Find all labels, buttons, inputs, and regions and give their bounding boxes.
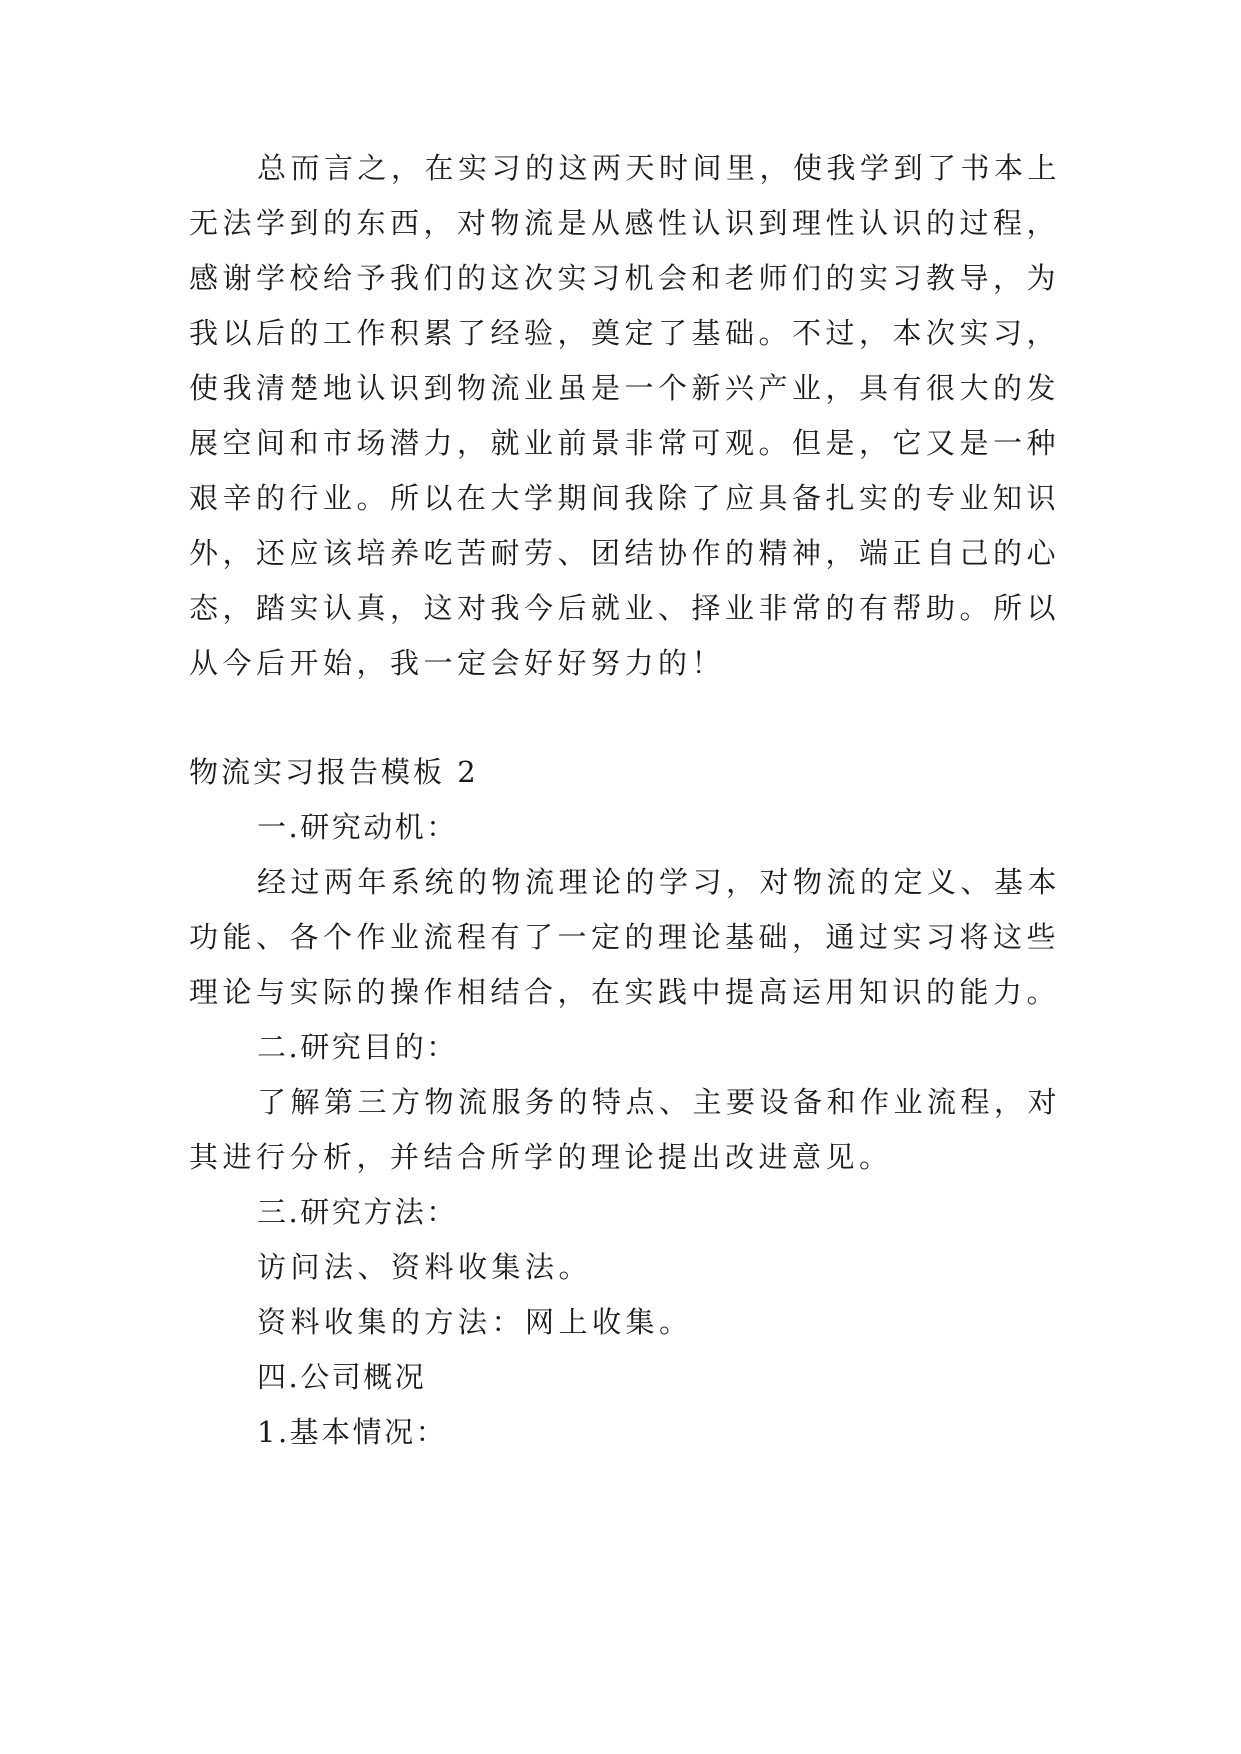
paragraph-line: 功能、各个作业流程有了一定的理论基础，通过实习将这些 <box>189 920 1061 954</box>
paragraph-line: 总而言之，在实习的这两天时间里，使我学到了书本上 <box>257 151 1062 185</box>
paragraph-line: 从今后开始，我一定会好好努力的！ <box>189 646 726 680</box>
paragraph-line: 我以后的工作积累了经验，奠定了基础。不过，本次实习， <box>189 316 1061 350</box>
paragraph-line: 无法学到的东西，对物流是从感性认识到理性认识的过程， <box>189 206 1061 240</box>
paragraph-line: 态，踏实认真，这对我今后就业、择业非常的有帮助。所以 <box>189 591 1061 625</box>
paragraph-line: 艰辛的行业。所以在大学期间我除了应具备扎实的专业知识 <box>189 481 1061 515</box>
paragraph-line: 了解第三方物流服务的特点、主要设备和作业流程，对 <box>257 1085 1062 1119</box>
paragraph-line: 展空间和市场潜力，就业前景非常可观。但是，它又是一种 <box>189 426 1061 460</box>
paragraph-line: 感谢学校给予我们的这次实习机会和老师们的实习教导，为 <box>189 261 1061 295</box>
paragraph-line: 外，还应该培养吃苦耐劳、团结协作的精神，端正自己的心 <box>189 536 1061 570</box>
document-title: 物流实习报告模板 2 <box>189 755 479 789</box>
paragraph-line: 经过两年系统的物流理论的学习，对物流的定义、基本 <box>257 865 1062 899</box>
paragraph-line: 访问法、资料收集法。 <box>257 1250 593 1284</box>
paragraph-line: 理论与实际的操作相结合，在实践中提高运用知识的能力。 <box>189 975 1061 1009</box>
section-heading: 四.公司概况 <box>257 1360 427 1394</box>
section-heading: 二.研究目的： <box>257 1030 458 1064</box>
paragraph-line: 其进行分析，并结合所学的理论提出改进意见。 <box>189 1140 893 1174</box>
subsection-heading: 1.基本情况： <box>257 1415 448 1449</box>
paragraph-line: 资料收集的方法：网上收集。 <box>257 1305 693 1339</box>
paragraph-line: 使我清楚地认识到物流业虽是一个新兴产业，具有很大的发 <box>189 371 1061 405</box>
section-heading: 一.研究动机： <box>257 810 458 844</box>
section-heading: 三.研究方法： <box>257 1195 458 1229</box>
